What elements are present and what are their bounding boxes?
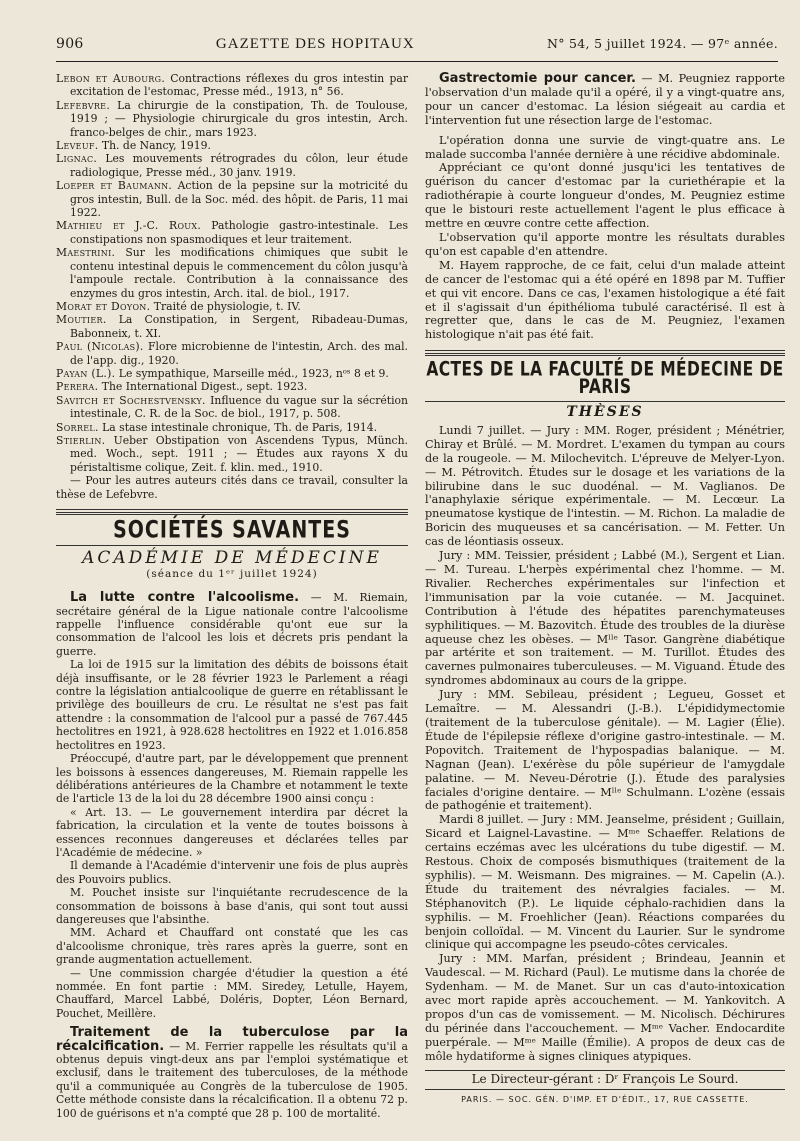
bibliography — [56, 72, 408, 474]
alcool-p2: Préoccupé, d'autre part, par le développement que prennent les boissons à essences dangereuses, M. Riemain rappelle les délibérations antérieures de la Chambre et notamment le texte de l'article 13 de la loi du 28 décembre 1900 ainsi conçu : — [56, 752, 408, 806]
reference-entry — [56, 380, 408, 393]
divider — [56, 509, 408, 510]
reference-text: The International Digest., sept. 1923. — [98, 380, 308, 394]
alcool-p3: « Art. 13. — Le gouvernement interdira par décret la fabrication, la circulation et la vente de toutes boissons à essences reconnues dangereuses et déclarées telles par l'Académie de médecine. » — [56, 805, 408, 859]
gastrectomie-paragraph: Gastrectomie pour cancer. — M. Peugniez rapporte l'observation d'un malade qu'il a opéré, il y a vingt-quatre ans, pour un cancer d'estomac. La lésion siégeait au cardia et l'intervention fut une résection large de l'estomac. — [425, 71, 785, 127]
faculte-p2: Jury : MM. Teissier, président ; Labbé (M.), Sergent et Lian. — M. Tureau. L'herpès expérimental chez l'homme. — M. Rivalier. Recherches expérimentales sur l'infection et l'immunisation par la voie cutanée. — M. Jacquinet. Contribution à l'étude des hépatites parenchymateuses syphilitiques. — M. Bazovitch. Étude des troubles de la diurèse aqueuse chez les obèses. — Mˡˡᵉ Tasor. Gangrène diabétique par artérite et son traitement. — M. Turillot. Études des cavernes pulmonaires tuberculeuses. — M. Viguand. Étude des syndromes abdominaux au cours de la grippe. — [425, 549, 785, 688]
gastrectomie-p5: M. Hayem rapproche, de ce fait, celui d'un malade atteint de cancer de l'estomac qui a été opéré en 1898 par M. Tuffier et qui vit encore. Dans ce cas, l'examen histologique a été fait et il s'agissait d'un épithélioma tubulé caractérisé. Il est à regretter que, dans le cas de M. Peugniez, l'examen histologique n'ait pas été fait. — [425, 258, 785, 342]
gastrectomie-p2: L'opération donna une survie de vingt-quatre ans. Le malade succomba l'année dernière à une récidive abdominale. — [425, 133, 785, 161]
reference-entry — [56, 340, 408, 367]
reference-entry — [56, 300, 408, 313]
refs-closing: — Pour les autres auteurs cités dans ce travail, consulter la thèse de Lefebvre. — [56, 474, 408, 501]
alcool-p6: MM. Achard et Chauffard ont constaté que les cas d'alcoolisme chronique, très rares après la guerre, sont en grande augmentation actuellement. — [56, 926, 408, 967]
reference-author: Lebon et Aubourg. — [56, 72, 166, 85]
reference-entry — [56, 179, 408, 219]
faculte-p5: Jury : MM. Marfan, président ; Brindeau, Jeannin et Vaudescal. — M. Richard (Paul). Le mutisme dans la chorée de Sydenham. — M. de Manet. Sur un cas d'auto-intoxication avec mort rapide après accouchement. — M. Yankovitch. A propos d'un cas de vomissement. — M. Nicolisch. Déchirures du périnée dans l'accouchement. — Mᵐᵉ Vacher. Endocardite puerpérale. — Mᵐᵉ Maille (Émilie). A propos de deux cas de môle hydatiforme à signes cliniques atypiques. — [425, 952, 785, 1063]
reference-author: Savitch et Sochestvensky. — [56, 393, 206, 407]
seance-date: (séance du 1ᵉʳ juillet 1924) — [146, 567, 318, 580]
reference-entry — [56, 219, 408, 246]
section-title-societes: SOCIÉTÉS SAVANTES — [113, 516, 351, 544]
reference-entry — [56, 152, 408, 179]
reference-author: Sorrel. — [56, 420, 99, 434]
reference-text: Flore microbienne de l'intestin, Arch. des mal. de l'app. dig., 1920. — [70, 340, 408, 367]
reference-author: Payan (L.). — [56, 366, 116, 380]
reference-text: La Constipation, in Sergent, Ribadeau-Dumas, Babonneix, t. XI. — [70, 313, 408, 340]
page-header — [56, 36, 778, 62]
faculte-p4: Mardi 8 juillet. — Jury : MM. Jeanselme, président ; Guillain, Sicard et Laignel-Lavastine. — Mᵐᵉ Schaeffer. Relations de certains eczémas avec les ulcérations du tube digestif. — M. Restous. Choix de composés bismuthiques (traitement de la syphilis). — M. Weismann. Des migraines. — M. Capelin (A.). Étude du traitement des névralgies faciales. — M. Stéphanovitch (P.). Le liquide céphalo-rachidien dans la syphilis. — M. Froehlicher (Jean). Réactions comparées du benjoin colloïdal. — M. Vincent du Laurier. Sur le syndrome clinique qui accompagne les pseudo-côtes cervicales. — [425, 813, 785, 952]
reference-author: Paul (Nicolas). — [56, 340, 144, 354]
reference-text: Ueber Obstipation von Ascendens Typus, Münch. med. Woch., sept. 1911 ; — Études aux rayons X du péristaltisme colique, Zeit. f. klin. med., 1910. — [70, 433, 408, 474]
divider — [425, 350, 785, 351]
page-number: 906 — [56, 36, 84, 52]
journal-title: GAZETTE DES HOPITAUX — [215, 36, 415, 52]
tuberculose-title: Traitement de la tuberculose par la récalcification. — [56, 1025, 408, 1054]
reference-text: Pathologie gastro-intestinale. Les constipations non spasmodiques et leur traitement. — [70, 219, 408, 246]
reference-text: Sur les modifications chimiques que subit le contenu intestinal depuis le commencement du côlon jusqu'à l'ampoule rectale. Contribution à la connaissance des enzymes du gros intestin, Arch. ital. de biol., 1917. — [70, 246, 408, 300]
theses-label: THÈSES — [566, 404, 644, 421]
reference-entry — [56, 394, 408, 421]
reference-entry — [56, 139, 408, 152]
section-title-faculte: ACTES DE LA FACULTÉ DE MÉDECINE DE PARIS — [426, 357, 784, 398]
director-line: Le Directeur-gérant : Dʳ François Le Sourd. — [425, 1070, 785, 1090]
reference-author: Mathieu et J.-C. Roux. — [56, 219, 202, 233]
reference-author: Loeper et Baumann. — [56, 179, 173, 193]
academy-title: ACADÉMIE DE MÉDECINE — [82, 548, 382, 569]
alcool-intro: La lutte contre l'alcoolisme. — M. Riemain, secrétaire général de la Ligue nationale contre l'alcoolisme rappelle l'influence considérable qu'ont eue sur la consommation de l'alcool les lois et décrets pris pendant la guerre. — [56, 590, 408, 658]
alcool-p4: Il demande à l'Académie d'intervenir une fois de plus auprès des Pouvoirs publics. — [56, 859, 408, 886]
reference-text: Traité de physiologie, t. IV. — [150, 299, 301, 313]
reference-author: Perera. — [56, 380, 99, 394]
divider — [56, 545, 408, 546]
alcool-p7: — Une commission chargée d'étudier la question a été nommée. En font partie : MM. Siredey, Letulle, Hayem, Chauffard, Marcel Labbé, Doléris, Dopter, Léon Bernard, Pouchet, Meillère. — [56, 966, 408, 1020]
faculte-p3: Jury : MM. Sebileau, président ; Legueu, Gosset et Lemaître. — M. Alessandri (J.-B.). L'épididymectomie (traitement de la tuberculose génitale). — M. Lagier (Élie). Étude de l'épilepsie réflexe d'origine gastro-intestinale. — M. Popovitch. Traitement de l'hypospadias balanique. — M. Nagnan (Jean). L'exérèse du pôle supérieur de l'amygdale palatine. — M. Neveu-Dérotrie (J.). Étude des paralysies faciales d'origine dentaire. — Mˡˡᵉ Schulmann. L'ozène (essais de pathogénie et traitement). — [425, 688, 785, 813]
reference-text: Le sympathique, Marseille méd., 1923, nᵒˢ 8 et 9. — [115, 366, 389, 380]
reference-text: Les mouvements rétrogrades du côlon, leur étude radiologique, Presse méd., 30 janv. 1919. — [70, 152, 408, 179]
reference-text: Th. de Nancy, 1919. — [98, 139, 211, 153]
reference-text: La chirurgie de la constipation, Th. de Toulouse, 1919 ; — Physiologie chirurgicale du gros intestin, Arch. franco-belges de chir., mars 1923. — [70, 98, 408, 139]
reference-author: Stierlin. — [56, 433, 106, 447]
issue-info: N° 54, 5 juillet 1924. — 97ᵉ année. — [546, 36, 778, 51]
divider — [425, 401, 785, 402]
printer-line: PARIS. — SOC. GÉN. D'IMP. ET D'ÉDIT., 17, RUE CASSETTE. — [461, 1094, 749, 1104]
reference-entry — [56, 99, 408, 139]
tuberculose-paragraph — [56, 1026, 408, 1120]
tuberculose-text: — M. Ferrier rappelle les résultats qu'il a obtenus depuis vingt-deux ans par l'emploi systématique et exclusif, dans le traitement des tuberculoses, de la méthode qu'il a communiquée au Congrès de la tuberculose de 1905. Cette méthode consiste dans la récalcification. Il a obtenu 72 p. 100 de guérisons et n'a compté que 28 p. 100 de mortalité. — [56, 1039, 408, 1120]
reference-entry — [56, 421, 408, 434]
divider-double — [425, 353, 785, 357]
reference-author: Maestrini. — [56, 246, 116, 260]
reference-entry — [56, 434, 408, 474]
reference-entry — [56, 246, 408, 300]
reference-text: La stase intestinale chronique, Th. de Paris, 1914. — [98, 420, 378, 434]
reference-entry — [56, 367, 408, 380]
alcool-p5: M. Pouchet insiste sur l'inquiétante recrudescence de la consommation de boissons à base d'anis, qui sont tout aussi dangereuses que l'absinthe. — [56, 886, 408, 926]
reference-author: Lefebvre. — [56, 98, 111, 112]
reference-text: Action de la pepsine sur la motricité du gros intestin, Bull. de la Soc. méd. des hôpit. de Paris, 11 mai 1922. — [70, 179, 409, 220]
left-column — [56, 72, 408, 1120]
reference-entry — [56, 313, 408, 340]
alcool-p1: La loi de 1915 sur la limitation des débits de boissons était déjà insuffisante, or le 28 février 1923 le Parlement a réagi contre la législation antialcoolique de guerre en rétablissant le privilège des bouilleurs de cru. Le résultat ne s'est pas fait attendre : la consommation de l'alcool pur a passé de 767.445 hectolitres en 1921, à 928.628 hectolitres en 1922 et 1.016.858 hectolitres en 1923. — [56, 658, 408, 752]
reference-author: Lignac. — [56, 152, 98, 166]
reference-author: Leveuf. — [56, 139, 99, 153]
reference-author: Moutier. — [56, 313, 107, 327]
reference-text: Influence du vague sur la sécrétion intestinale, C. R. de la Soc. de biol., 1917, p. 508. — [70, 393, 408, 421]
gastrectomie-p4: L'observation qu'il apporte montre les résultats durables qu'on est capable d'en attendre. — [425, 230, 785, 258]
reference-entry — [56, 72, 408, 99]
gastrectomie-p3: Appréciant ce qu'ont donné jusqu'ici les tentatives de guérison du cancer d'estomac par la curiethérapie et la radiothérapie à courte longueur d'ondes, M. Peugniez estime que le bistouri reste actuellement l'agent le plus efficace à mettre en œuvre contre cette affection. — [425, 161, 785, 231]
alcool-title: La lutte contre l'alcoolisme. — [70, 590, 300, 606]
right-column — [425, 72, 785, 1106]
reference-text: Contractions réflexes du gros intestin par excitation de l'estomac, Presse méd., 1913, n° 56. — [70, 72, 408, 99]
faculte-p1: Lundi 7 juillet. — Jury : MM. Roger, président ; Ménétrier, Chiray et Brûlé. — M. Mordret. L'examen du tympan au cours de la rougeole. — M. Milochevitch. L'épreuve de Melyer-Lyon. — M. Pétrovitch. Études sur le dosage et les variations de la bilirubine dans le suc duodénal. — M. Vaglianos. De l'anaphylaxie sérique expérimentale. — M. Lecœur. La pneumatose kystique de l'intestin. — M. Richon. La maladie de Boricin des muqueuses et sa cancérisation. — M. Fetter. Un cas de léontiasis osseux. — [425, 423, 785, 549]
reference-author: Morat et Doyon. — [56, 299, 151, 313]
gastrectomie-title: Gastrectomie pour cancer. — [439, 71, 636, 86]
